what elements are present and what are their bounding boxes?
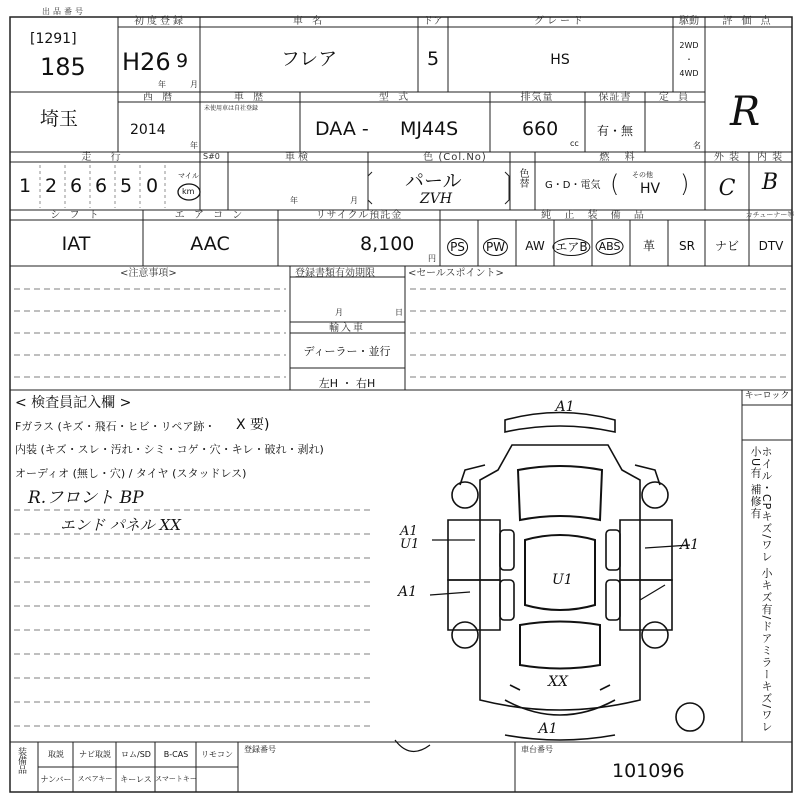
first-reg-month: 9: [176, 50, 189, 72]
sharp-header: S#0: [203, 152, 220, 161]
chassis-number: 101096: [612, 760, 685, 782]
inspection-year-unit: 年: [290, 196, 298, 205]
inspector-line-1: Fガラス (キズ・飛石・ヒビ・リペア跡・: [15, 420, 216, 433]
exterior-header: 外 装: [713, 152, 741, 163]
equip-aw: AW: [525, 239, 545, 253]
color: パール: [405, 170, 462, 192]
warranty: 有・無: [596, 124, 634, 138]
cc-unit: cc: [570, 139, 579, 148]
fuel-value: HV: [640, 181, 661, 197]
reg-day-unit: 日: [395, 308, 403, 317]
sales-header: <セールスポイント>: [408, 268, 504, 279]
yen-unit: 円: [428, 254, 436, 263]
reg-month-unit: 月: [335, 308, 343, 317]
year-unit: 年: [158, 80, 166, 89]
year-ad: 2014: [130, 122, 166, 138]
color-code: ZVH: [420, 191, 453, 207]
interior: B: [761, 170, 779, 195]
mileage-digit-4: 6: [95, 175, 108, 197]
km-label: km: [182, 187, 195, 196]
fuel-header: 燃 料: [599, 152, 641, 163]
recycle: 8,100: [360, 233, 415, 255]
name-header: 車 名: [292, 16, 326, 27]
mileage-digit-6: 0: [146, 175, 159, 197]
drive-2wd: 2WD: [679, 41, 699, 50]
fuel-paren-open: (: [610, 170, 620, 198]
mark-left-upper: A1 U1: [400, 524, 420, 552]
tuner-header: カチューナー等: [745, 211, 795, 219]
year-header: 西 暦: [142, 92, 176, 103]
mark-right: A1: [680, 537, 700, 553]
mark-roof: U1: [552, 572, 573, 588]
registration-header: 登録書類有効期限: [295, 268, 375, 279]
model-code: MJ44S: [400, 118, 459, 140]
warranty-header: 保証書: [598, 92, 632, 103]
first-reg-year: H26: [122, 48, 171, 76]
drive-dot: ・: [685, 55, 693, 64]
inspection-month-unit: 月: [350, 196, 358, 205]
capacity-unit: 名: [693, 141, 701, 150]
grade-header: グレード: [534, 16, 586, 27]
mileage-digit-3: 6: [70, 175, 83, 197]
footer-item-manual: 取説: [48, 750, 64, 759]
inspector-line-2: 内装 (キズ・スレ・汚れ・シミ・コゲ・穴・キレ・破れ・剥れ): [15, 443, 324, 456]
lot-number: 185: [40, 53, 86, 81]
mileage-digit-1: 1: [19, 175, 32, 197]
door-header: ドア: [423, 16, 443, 27]
footer-item-navi-manual: ナビ取説: [79, 750, 111, 759]
lot-label: [1291]: [30, 31, 77, 47]
fuel-options: G・D・電気: [545, 180, 601, 191]
reg-number-header: 登録番号: [244, 745, 276, 754]
caution-header: <注意事項>: [120, 268, 177, 279]
ac-header: エ ア コ ン: [174, 210, 246, 221]
footer-item-rom: ロム/SD: [121, 750, 151, 759]
score-header: 評 価 点: [722, 16, 774, 27]
mileage-digit-5: 5: [120, 175, 133, 197]
fuel-paren-close: ): [680, 170, 690, 198]
history-note: 未使用車は自社登録: [204, 105, 259, 112]
model-prefix: DAA -: [315, 118, 369, 140]
footer-item-spare-key: スペアキー: [77, 775, 113, 783]
drive-header: 駆動: [679, 16, 699, 27]
footer-equipment-label: 装備品: [16, 747, 26, 774]
first-reg-header: 初度登録: [134, 16, 186, 27]
footer-item-smart-key: スマートキー: [155, 775, 197, 783]
equip-pw: PW: [486, 238, 508, 256]
region: 埼玉: [40, 108, 79, 130]
mileage-header: 走 行: [81, 152, 129, 163]
exterior: C: [718, 176, 736, 201]
mark-left-lower: A1: [398, 584, 418, 600]
recycle-header: リサイクル預託金: [315, 210, 403, 221]
equipment-header: 純 正 装 備 品: [541, 210, 649, 221]
car-name: フレア: [280, 48, 338, 70]
inspector-line-1-mark: X 要): [236, 417, 270, 433]
color-header: 色 (Col.No): [423, 152, 487, 163]
drive-4wd: 4WD: [679, 69, 699, 78]
inspector-header: < 検査員記入欄 >: [15, 395, 132, 411]
handwritten-note-2: エンド パネル XX: [60, 516, 181, 534]
displacement-header: 排気量: [520, 92, 554, 103]
equip-abs: ABS: [599, 238, 624, 255]
equip-ps: PS: [450, 238, 468, 256]
equip-navi: ナビ: [714, 239, 740, 253]
mark-bottom: A1: [538, 721, 558, 737]
history-header: 車 歴: [233, 92, 267, 103]
chassis-header: 車台番号: [521, 745, 553, 754]
month-unit: 月: [190, 80, 198, 89]
recolor-label: 色替: [517, 168, 528, 188]
car-diagram: [448, 413, 704, 741]
footer-item-keyless: キーレス: [120, 775, 152, 784]
mile-label: マイル: [178, 172, 199, 180]
doors: 5: [426, 48, 440, 70]
capacity-header: 定 員: [658, 92, 692, 103]
footer-item-remote: リモコン: [201, 750, 233, 759]
footer-item-plate: ナンバー: [40, 775, 72, 784]
keylock-label: キーロック: [744, 391, 790, 401]
lot-header: 出品番号: [42, 7, 86, 16]
inspector-line-3: オーディオ (無し・穴) / タイヤ (スタッドレス): [15, 467, 247, 480]
handwritten-note-1: R.フロント BP: [28, 488, 144, 508]
equip-dtv: DTV: [758, 239, 784, 253]
mark-rear: XX: [548, 674, 568, 690]
score: R: [729, 89, 761, 135]
mark-top: A1: [555, 399, 575, 415]
equip-airbag: エアB: [555, 238, 590, 256]
mileage-digit-2: 2: [45, 175, 58, 197]
shift-header: シ フ ト: [50, 210, 102, 221]
grade: HS: [550, 52, 570, 68]
side-notes: ホイル・CPキズ/ワレ 小キズ有/ドアミラーキズ/ワレ 小U有 補修有: [749, 446, 773, 733]
fuel-other-label: その他: [632, 171, 653, 179]
displacement: 660: [522, 118, 559, 140]
equip-leather: 革: [642, 239, 656, 253]
steering-label: 左H ・ 右H: [318, 377, 376, 390]
interior-header: 内 装: [756, 152, 784, 163]
import-header: 輸入車: [329, 323, 365, 334]
shift: IAT: [61, 233, 91, 255]
inspection-header: 車検: [285, 152, 311, 163]
year-ad-unit: 年: [190, 141, 198, 150]
dealer-label: ディーラー・並行: [303, 345, 391, 358]
footer-item-bcas: B-CAS: [163, 750, 189, 759]
model-header: 型 式: [378, 92, 412, 103]
ac: AAC: [190, 233, 230, 255]
equip-sr: SR: [679, 239, 695, 253]
